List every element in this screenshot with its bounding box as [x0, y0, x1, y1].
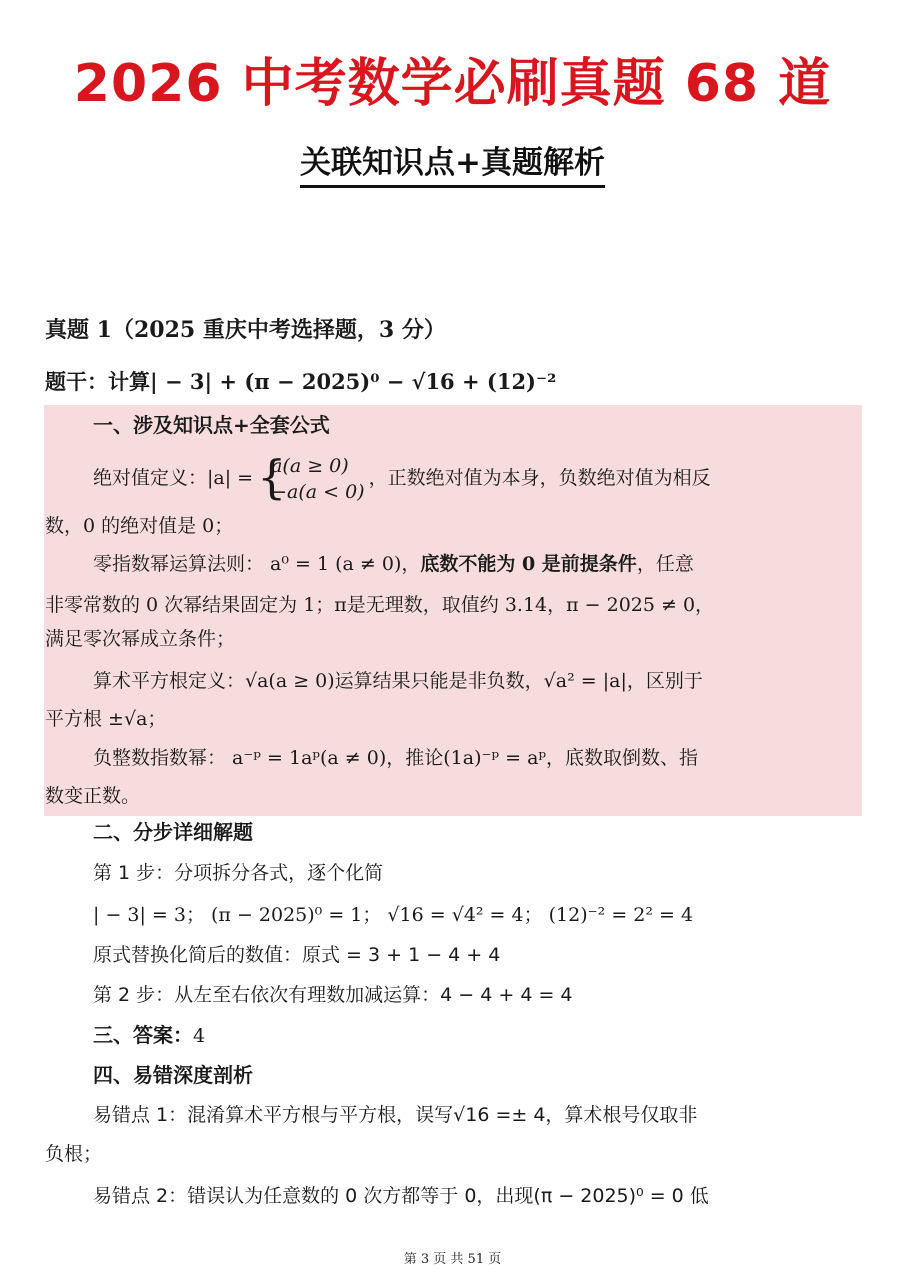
solution-heading: 二、分步详细解题 [93, 820, 253, 844]
page-title: 2026 中考数学必刷真题 68 道 [73, 54, 832, 114]
knowledge-heading: 一、涉及知识点+全套公式 [93, 413, 330, 437]
sqrt-line-2: 平方根 ±√a； [45, 708, 167, 730]
solution-step-1-calc: | − 3| = 3； (π − 2025)⁰ = 1； √16 = √4² = 4； (12)⁻² = 2² = 4 [93, 904, 694, 926]
abs-suffix: ，正数绝对值为本身，负数绝对值为相反 [368, 467, 711, 489]
mistake-1-cont: 负根； [45, 1143, 103, 1165]
abs-case-1: a(a ≥ 0) [271, 455, 349, 477]
sqrt-line: 算术平方根定义：√a(a ≥ 0)运算结果只能是非负数，√a² = |a|，区别于 [93, 670, 703, 692]
solution-step-2: 第 2 步：从左至右依次有理数加减运算：4 − 4 + 4 = 4 [93, 984, 573, 1006]
subtitle-wrap [0, 143, 905, 188]
mistake-1: 易错点 1：混淆算术平方根与平方根，误写√16 =± 4，算术根号仅取非 [93, 1104, 698, 1126]
zero-exp-line-2: 非零常数的 0 次幂结果固定为 1；π是无理数，取值约 3.14，π − 2025 ≠ 0， [45, 594, 715, 616]
mistakes-heading: 四、易错深度剖析 [93, 1063, 253, 1087]
abs-value-line [93, 450, 711, 505]
mistake-2: 易错点 2：错误认为任意数的 0 次方都等于 0，出现(π − 2025)⁰ = 0 低 [93, 1185, 709, 1207]
page-footer: 第 3 页 共 51 页 [403, 1252, 502, 1267]
abs-prefix: 绝对值定义：|a| = [93, 467, 254, 489]
zero-exp-line [93, 549, 694, 579]
brace-glyph: { [257, 450, 287, 504]
question-stem: 题干：计算| − 3| + (π − 2025)⁰ − √16 + (12)⁻² [45, 369, 557, 394]
abs-case-2: −a(a < 0) [271, 481, 365, 503]
page-subtitle: 关联知识点+真题解析 [300, 143, 605, 188]
neg-exp-line-2: 数变正数。 [45, 785, 141, 807]
answer-value: 4 [193, 1025, 206, 1047]
abs-value-line-2: 数，0 的绝对值是 0； [45, 515, 234, 537]
solution-step-1: 第 1 步：分项拆分各式，逐个化简 [93, 862, 384, 884]
solution-step-1-sub: 原式替换化简后的数值：原式 = 3 + 1 − 4 + 4 [93, 944, 501, 966]
answer-line [93, 1020, 205, 1051]
zero-pre: 零指数幂运算法则： a⁰ = 1 (a ≠ 0)， [93, 553, 421, 575]
abs-cases [257, 450, 365, 505]
zero-bold: 底数不能为 0 是前提条件 [420, 553, 637, 575]
neg-exp-line: 负整数指数幂： a⁻ᵖ = 1aᵖ(a ≠ 0)，推论(1a)⁻ᵖ = aᵖ，底数取倒数、指 [93, 747, 699, 769]
question-title: 真题 1（2025 重庆中考选择题，3 分） [45, 317, 446, 343]
answer-label: 三、答案： [93, 1023, 193, 1047]
zero-exp-line-3: 满足零次幂成立条件； [45, 628, 236, 650]
zero-post: ，任意 [636, 553, 694, 575]
